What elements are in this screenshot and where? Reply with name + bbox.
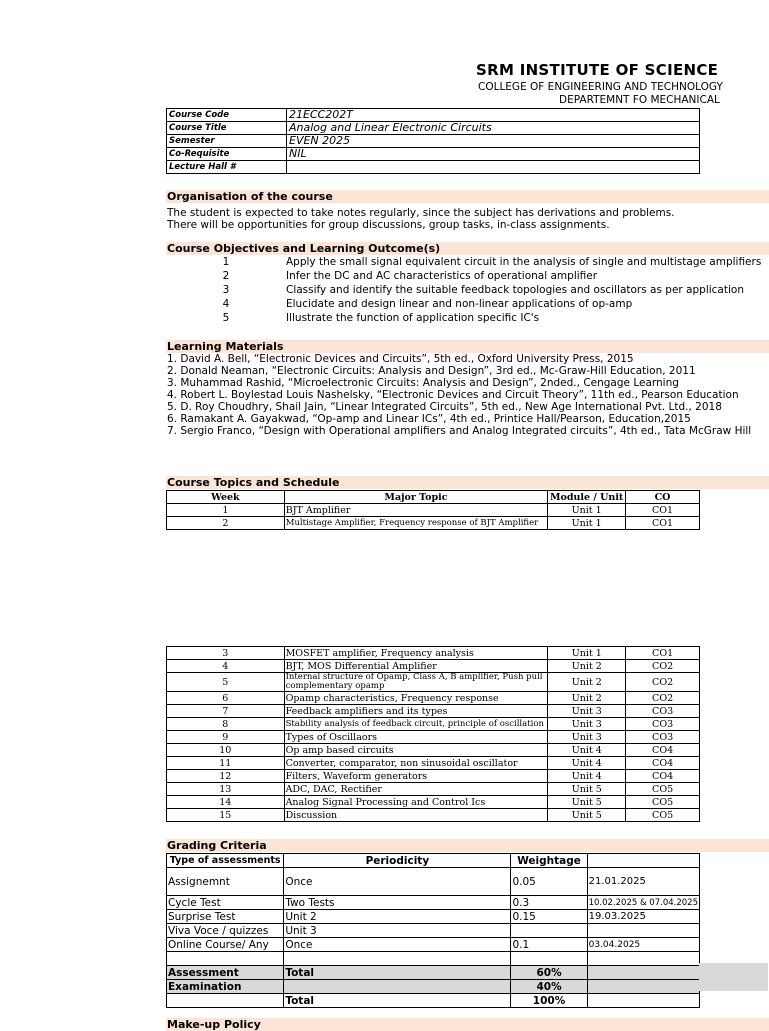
info-label: Course Code (167, 109, 287, 122)
topic-cell: Converter, comparator, non sinusoidal oscillator (284, 757, 548, 770)
co-cell: CO5 (626, 809, 700, 822)
objective-text: Infer the DC and AC characteristics of operational amplifier (286, 270, 598, 282)
unit-cell: Unit 1 (548, 647, 626, 660)
weightage: 0.3 (511, 896, 587, 910)
objective-number: 1 (222, 256, 230, 268)
table-row (167, 910, 700, 924)
section-heading-objectives: Course Objectives and Learning Outcome(s) (166, 242, 769, 255)
material-item: 6. Ramakant A. Gayakwad, “Op-amp and Linear ICs”, 4th ed., Printice Hall/Pearson, Education,2015 (167, 413, 691, 425)
co-cell: CO3 (626, 705, 700, 718)
course-info-row (167, 161, 700, 174)
week-cell: 5 (167, 673, 285, 692)
schedule-date: 21.01.2025 (587, 868, 699, 896)
section-heading-materials: Learning Materials (166, 340, 769, 353)
info-value: EVEN 2025 (287, 135, 700, 148)
objective-item (166, 269, 597, 283)
grading-table (166, 853, 700, 1008)
column-header: CO (626, 491, 700, 504)
total-weight: 40% (511, 980, 587, 994)
table-row (167, 660, 700, 673)
objective-number: 2 (222, 270, 230, 282)
topic-cell: MOSFET amplifier, Frequency analysis (284, 647, 548, 660)
table-row (167, 692, 700, 705)
co-cell: CO3 (626, 718, 700, 731)
column-header (587, 854, 699, 868)
table-row (167, 744, 700, 757)
unit-cell: Unit 4 (548, 744, 626, 757)
table-row (167, 924, 700, 938)
unit-cell: Unit 4 (548, 757, 626, 770)
co-cell: CO4 (626, 757, 700, 770)
table-row (167, 705, 700, 718)
info-label: Semester (167, 135, 287, 148)
week-cell: 12 (167, 770, 285, 783)
institution-title: SRM INSTITUTE OF SCIENCE (476, 61, 719, 79)
co-cell: CO3 (626, 731, 700, 744)
topic-cell: Types of Oscillaors (284, 731, 548, 744)
info-label: Lecture Hall # (167, 161, 287, 174)
table-row (167, 731, 700, 744)
schedule-table (166, 490, 700, 530)
organisation-text: The student is expected to take notes regularly, since the subject has derivations and problems. (167, 207, 675, 219)
column-header: Major Topic (284, 491, 547, 504)
table-row (167, 647, 700, 660)
unit-cell: Unit 2 (548, 673, 626, 692)
periodicity: Once (284, 938, 511, 952)
total-weight: 100% (511, 994, 587, 1008)
heading-band-extension (699, 242, 768, 255)
periodicity: Unit 3 (284, 924, 511, 938)
spacer-row (167, 952, 700, 966)
table-row (167, 868, 700, 896)
schedule-date: 19.03.2025 (587, 910, 699, 924)
co-cell: CO4 (626, 744, 700, 757)
week-cell: 9 (167, 731, 285, 744)
total-period: Total (284, 966, 511, 980)
topic-cell: Stability analysis of feedback circuit, principle of oscillation (284, 718, 548, 731)
objective-text: Illustrate the function of application specific IC's (286, 312, 540, 324)
course-info-row (167, 135, 700, 148)
info-label: Course Title (167, 122, 287, 135)
periodicity: Unit 2 (284, 910, 511, 924)
periodicity: Once (284, 868, 511, 896)
table-row (167, 517, 700, 530)
material-item: 1. David A. Bell, “Electronic Devices and Circuits”, 5th ed., Oxford University Press, 2015 (167, 353, 634, 365)
co-cell: CO4 (626, 770, 700, 783)
week-cell: 15 (167, 809, 285, 822)
info-value: 21ECC202T (287, 109, 700, 122)
material-item: 3. Muhammad Rashid, “Microelectronic Circuits: Analysis and Design”, 2nded., Cengage Learning (167, 377, 679, 389)
week-cell: 13 (167, 783, 285, 796)
table-row (167, 809, 700, 822)
table-row (167, 504, 700, 517)
weightage: 0.05 (511, 868, 587, 896)
weightage (511, 924, 587, 938)
table-row (167, 770, 700, 783)
week-cell: 7 (167, 705, 285, 718)
objective-item (166, 255, 761, 269)
objective-item (166, 283, 744, 297)
college-name: COLLEGE OF ENGINEERING AND TECHNOLOGY (478, 81, 723, 93)
unit-cell: Unit 5 (548, 809, 626, 822)
week-cell: 14 (167, 796, 285, 809)
table-row (167, 783, 700, 796)
column-header: Module / Unit (548, 491, 626, 504)
total-weight: 60% (511, 966, 587, 980)
schedule-date: 03.04.2025 (587, 938, 699, 952)
total-row (167, 980, 700, 994)
column-header: Weightage (511, 854, 587, 868)
heading-band-extension (699, 190, 768, 203)
section-heading-makeup: Make-up Policy (166, 1018, 769, 1031)
total-row (167, 994, 700, 1008)
co-cell: CO1 (626, 517, 700, 530)
week-cell: 3 (167, 647, 285, 660)
schedule-date (587, 924, 699, 938)
periodicity: Two Tests (284, 896, 511, 910)
objective-text: Apply the small signal equivalent circuit in the analysis of single and multistage amplifiers (286, 256, 762, 268)
table-row (167, 718, 700, 731)
topic-cell: Op amp based circuits (284, 744, 548, 757)
grading-header-row (167, 854, 700, 868)
week-cell: 10 (167, 744, 285, 757)
topic-cell: Feedback amplifiers and its types (284, 705, 548, 718)
material-item: 4. Robert L. Boylestad Louis Nashelsky, “Electronic Devices and Circuit Theory”, 11th ed., Pearson Education (167, 389, 739, 401)
table-row (167, 673, 700, 692)
unit-cell: Unit 4 (548, 770, 626, 783)
info-label: Co-Requisite (167, 148, 287, 161)
info-value: Analog and Linear Electronic Circuits (287, 122, 700, 135)
topic-cell: BJT Amplifier (284, 504, 547, 517)
heading-band-extension (699, 1018, 768, 1024)
total-period: Total (284, 994, 511, 1008)
course-info-row (167, 109, 700, 122)
total-band-extension (699, 963, 768, 991)
topic-cell: Filters, Waveform generators (284, 770, 548, 783)
week-cell: 1 (167, 504, 285, 517)
week-cell: 2 (167, 517, 285, 530)
assessment-type: Online Course/ Any (167, 938, 284, 952)
unit-cell: Unit 1 (548, 504, 626, 517)
co-cell: CO2 (626, 660, 700, 673)
course-info-row (167, 122, 700, 135)
co-cell: CO1 (626, 647, 700, 660)
table-row (167, 938, 700, 952)
objective-item (166, 311, 539, 325)
section-heading-schedule: Course Topics and Schedule (166, 476, 769, 489)
unit-cell: Unit 3 (548, 705, 626, 718)
total-row (167, 966, 700, 980)
table-row (167, 896, 700, 910)
department-name: DEPARTEMNT FO MECHANICAL (559, 94, 720, 106)
total-label: Assessment (167, 966, 284, 980)
schedule-header-row (167, 491, 700, 504)
assessment-type: Surprise Test (167, 910, 284, 924)
table-row (167, 796, 700, 809)
objective-number: 5 (222, 312, 230, 324)
topic-cell: ADC, DAC, Rectifier (284, 783, 548, 796)
assessment-type: Cycle Test (167, 896, 284, 910)
info-value: NIL (287, 148, 700, 161)
objective-text: Elucidate and design linear and non-linear applications of op-amp (286, 298, 633, 310)
topic-cell: BJT, MOS Differential Amplifier (284, 660, 548, 673)
topic-cell: Multistage Amplifier, Frequency response of BJT Amplifier (284, 517, 547, 530)
assessment-type: Assignemnt (167, 868, 284, 896)
heading-band-extension (699, 340, 768, 353)
co-cell: CO5 (626, 783, 700, 796)
topic-cell: Internal structure of Opamp, Class A, B amplifier, Push pull complementary opamp (284, 673, 548, 692)
week-cell: 11 (167, 757, 285, 770)
week-cell: 6 (167, 692, 285, 705)
week-cell: 4 (167, 660, 285, 673)
unit-cell: Unit 2 (548, 692, 626, 705)
table-row (167, 757, 700, 770)
column-header: Type of assessments (167, 854, 284, 868)
objective-number: 3 (222, 284, 230, 296)
assessment-type: Viva Voce / quizzes (167, 924, 284, 938)
material-item: 5. D. Roy Choudhry, Shail Jain, “Linear Integrated Circuits”, 5th ed., New Age International Pvt. Ltd., 2018 (167, 401, 722, 413)
info-value (287, 161, 700, 174)
column-header: Periodicity (284, 854, 511, 868)
unit-cell: Unit 5 (548, 783, 626, 796)
organisation-text: There will be opportunities for group discussions, group tasks, in-class assignments. (167, 219, 610, 231)
objective-number: 4 (222, 298, 230, 310)
unit-cell: Unit 3 (548, 718, 626, 731)
unit-cell: Unit 5 (548, 796, 626, 809)
section-heading-organisation: Organisation of the course (166, 190, 769, 203)
topic-cell: Analog Signal Processing and Control Ics (284, 796, 548, 809)
column-header: Week (167, 491, 285, 504)
co-cell: CO5 (626, 796, 700, 809)
total-label (167, 994, 284, 1008)
schedule-table-continued (166, 646, 700, 822)
total-period (284, 980, 511, 994)
material-item: 2. Donald Neaman, “Electronic Circuits: Analysis and Design”, 3rd ed., Mc-Graw-Hill Education, 2011 (167, 365, 696, 377)
schedule-date: 10.02.2025 & 07.04.2025 (588, 897, 698, 908)
co-cell: CO1 (626, 504, 700, 517)
topic-cell: Opamp characteristics, Frequency response (284, 692, 548, 705)
unit-cell: Unit 3 (548, 731, 626, 744)
material-item: 7. Sergio Franco, “Design with Operational amplifiers and Analog Integrated circuits”, 4th ed., Tata McGraw Hill (167, 425, 752, 437)
co-cell: CO2 (626, 692, 700, 705)
course-info-table (166, 108, 700, 174)
topic-cell: Discussion (284, 809, 548, 822)
total-label: Examination (167, 980, 284, 994)
unit-cell: Unit 1 (548, 517, 626, 530)
section-heading-grading: Grading Criteria (166, 839, 769, 852)
objective-text: Classify and identify the suitable feedback topologies and oscillators as per application (286, 284, 744, 296)
course-info-row (167, 148, 700, 161)
weightage: 0.1 (511, 938, 587, 952)
unit-cell: Unit 2 (548, 660, 626, 673)
week-cell: 8 (167, 718, 285, 731)
objective-item (166, 297, 632, 311)
co-cell: CO2 (626, 673, 700, 692)
weightage: 0.15 (511, 910, 587, 924)
